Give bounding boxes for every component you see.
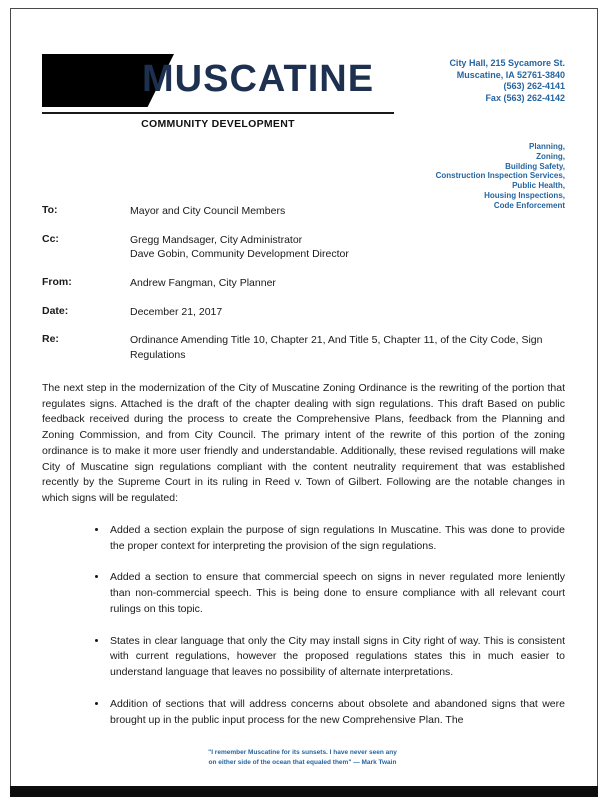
department-line: Code Enforcement [493,200,565,210]
bullet-item-4: • Addition of sections that will address concerns about obsolete and abandoned signs that were brought up in the public input process for the new Comprehensive Plan. The [108,697,565,729]
department-line: Building Safety, [505,161,565,171]
memo-field-re [42,333,565,362]
memo-field-from [42,276,565,291]
department-line: Zoning, [536,151,565,161]
contact-line: Fax (563) 262-4142 [485,93,565,104]
body-paragraph: The next step in the modernization of the City of Muscatine Zoning Ordinance is the rewriting of the portion that regulates signs. Attached is the draft of the chapter dealing with sign regulations. This draft Based on public feedback received during the process to create the Comprehensive Plans, feedback from the Planning and Zoning Commission, and from City Council. The primary intent of the rewrite of this portion of the zoning ordinance is to make it more user friendly and understandable. Additionally, these revised regulations will make City of Muscatine sign regulations compliant with the content neutrality requirement that was established recently by the Supreme Court in its ruling in Reed v. Town of Gilbert. Following are the notable changes in which signs will be regulated: [42,381,565,505]
department-line: Construction Inspection Services, [435,171,565,181]
bullet-list [94,523,565,729]
field-label-cc: Cc: [42,232,59,245]
department-line: Public Health, [512,181,565,190]
footer-quote-line-1: "I remember Muscatine for its sunsets. I have never seen any [208,748,397,756]
field-value-from: Andrew Fangman, City Planner [130,277,276,290]
contact-block [449,58,565,105]
footer-quote [0,748,605,768]
department-line: Housing Inspections, [484,190,565,200]
memo-field-date [42,305,565,320]
field-value-re: Ordinance Amending Title 10, Chapter 21, And Title 5, Chapter 11, of the City Code, Sign Regulations [130,334,543,362]
division-rule [42,112,394,114]
memo-fields [42,204,565,363]
bullet-item-2: • Added a section to ensure that commercial speech on signs in never regulated more leniently than non-commercial speech. This is being done to ensure compliance with all relevant court rulings on this topic. [108,570,565,617]
bullet-item-1: • Added a section explain the purpose of sign regulations In Muscatine. This was done to provide the proper context for interpreting the provision of the sign regulations. [108,523,565,555]
cc-line: Gregg Mandsager, City Administrator [130,233,303,246]
contact-line: City Hall, 215 Sycamore St. [449,58,565,68]
memo-field-cc [42,233,565,262]
contact-line: (563) 262-4141 [503,81,565,92]
field-label-from: From: [42,276,72,289]
field-label-to: To: [42,204,58,216]
division-title: COMMUNITY DEVELOPMENT [141,118,295,130]
department-line: Planning, [529,142,565,151]
field-label-date: Date: [42,304,69,317]
field-label-re: Re: [42,333,59,346]
field-value-date: December 21, 2017 [130,305,223,318]
field-value-cc [130,233,565,262]
departments-block [436,142,565,210]
org-wordmark: MUSCATINE [142,58,375,100]
scan-bottom-bar [10,786,598,797]
field-value-to: Mayor and City Council Members [130,205,286,217]
cc-line: Dave Gobin, Community Development Director [130,248,349,261]
bullet-item-3: • States in clear language that only the City may install signs in City right of way. This is consistent with current regulations, however the proposed regulations states this in much easier to understand language that leaves no possibility of alternate interpretations. [108,634,565,681]
footer-quote-line-2: on either side of the ocean that equaled them" — Mark Twain [208,758,397,766]
contact-line: Muscatine, IA 52761-3840 [456,69,565,80]
